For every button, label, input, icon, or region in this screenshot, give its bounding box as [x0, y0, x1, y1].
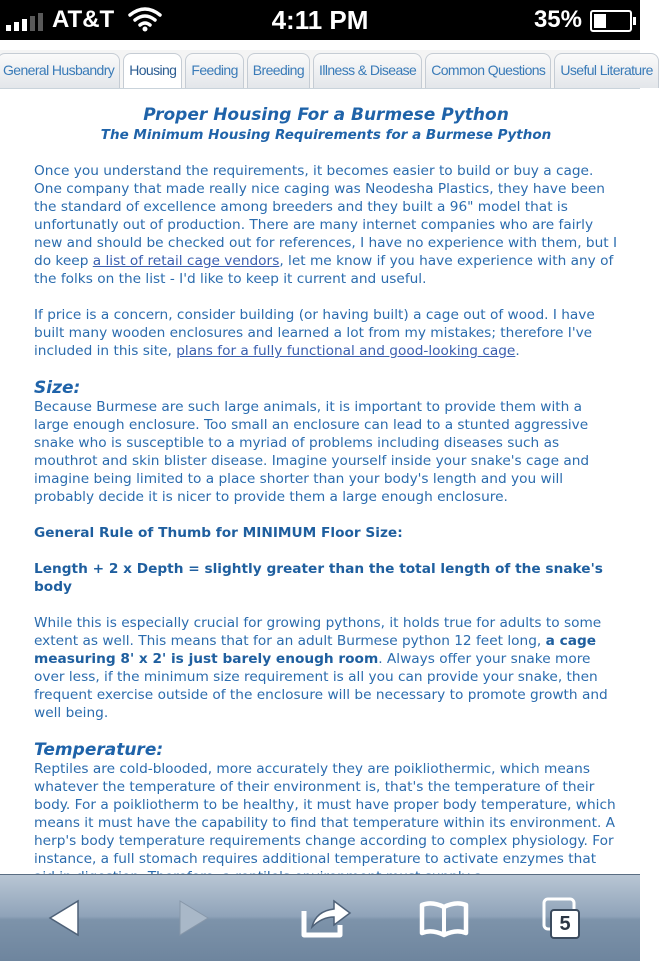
browser-toolbar: [0, 874, 640, 961]
intro1-text-a: Once you understand the requirements, it becomes easier to build or buy a cage. One company that made really nice caging was Neodesha Plastics, they have been the standard of excellence among breeders and they built a 96" model that is unfortunatly out of production. There are many internet companies who are fairly new and should be checked out for references, I have no experience with them, but I do keep: [34, 163, 618, 269]
carrier-label: AT&T: [52, 6, 115, 33]
tab-useful-literature[interactable]: Useful Literature: [554, 53, 659, 88]
rule-formula: Length + 2 x Depth = slightly greater than the total length of the snake's body: [34, 561, 603, 595]
back-arrow-icon: [36, 889, 96, 947]
battery-nub: [633, 17, 636, 25]
share-button[interactable]: [296, 889, 356, 947]
forward-button[interactable]: [164, 889, 224, 947]
battery-icon: [590, 10, 632, 32]
size-paragraph-2: [34, 614, 618, 722]
intro2-text-b: .: [515, 343, 520, 359]
size-heading: Size:: [34, 378, 81, 398]
rule-of-thumb-heading: General Rule of Thumb for MINIMUM Floor Size:: [34, 525, 403, 541]
tab-illness-disease[interactable]: Illness & Disease: [313, 53, 422, 88]
share-icon: [296, 889, 356, 947]
cage-plans-link[interactable]: plans for a fully functional and good-looking cage: [176, 343, 516, 359]
battery-percentage: 35%: [533, 6, 582, 33]
intro1-text-b: , let me know if you have experience with any of the folks on the list - I'd like to keep it current and useful.: [34, 253, 614, 287]
forward-arrow-icon: [164, 889, 224, 947]
battery-level-fill: [594, 14, 606, 28]
size2-text-a: While this is especially crucial for growing pythons, it holds true for adults to some extent as well. This means that for an adult Burmese python 12 feet long,: [34, 615, 602, 649]
size-paragraph: Because Burmese are such large animals, it is important to provide them with a large enough enclosure. Too small an enclosure can lead to a stunted aggressive snake who is susceptible to a myriad of problems including diseases such as mouthrot and skin blister disease. Imagine yourself inside your snake's cage and imagine being limited to a place shorter than your body's length and you will probably decide it is nicer to provide them a large enough enclosure.: [34, 399, 590, 505]
intro-paragraph-1: [34, 162, 618, 288]
status-bar: [0, 0, 640, 40]
tab-general-husbandry[interactable]: General Husbandry: [0, 53, 120, 88]
tab-breeding[interactable]: Breeding: [247, 53, 310, 88]
back-button[interactable]: [36, 889, 96, 947]
cage-vendors-link[interactable]: a list of retail cage vendors: [92, 253, 280, 269]
size2-bold-text: a cage measuring 8' x 2' is just barely enough room: [34, 633, 597, 667]
intro2-text-a: If price is a concern, consider building (or having built) a cage out of wood. I have built many wooden enclosures and learned a lot from my mistakes; therefore I've included in this site,: [34, 307, 595, 359]
page-content: [34, 104, 618, 904]
site-nav-tabs: [0, 50, 653, 89]
size2-text-b: . Always offer your snake more over less, if the minimum size requirement is all you can provide your snake, then frequent exercise outside of the enclosure will be necessary to promote growth and well being.: [34, 651, 608, 721]
tab-common-questions[interactable]: Common Questions: [425, 53, 551, 88]
intro-paragraph-2: [34, 306, 618, 360]
open-tabs-count: 5: [550, 909, 580, 939]
tabs-button[interactable]: [532, 889, 592, 947]
book-icon: [414, 889, 474, 947]
temperature-paragraph: Reptiles are cold-blooded, more accurately they are poikliothermic, which means whatever the temperature of their environment is, that's the temperature of their body. For a poikliotherm to be healthy, it must have proper body temperature, which means it must have the capability to find that temperature within its environment. A herp's body temperature requirements change according to complex physiology. For instance, a full stomach requires additional temperature to activate enzymes that: [34, 761, 616, 867]
page-subtitle: The Minimum Housing Requirements for a Burmese Python: [100, 127, 552, 143]
page-title: Proper Housing For a Burmese Python: [143, 105, 509, 125]
tab-housing[interactable]: Housing: [123, 53, 182, 88]
temperature-heading: Temperature:: [34, 740, 164, 760]
clock: 4:11 PM: [271, 5, 369, 35]
bookmarks-button[interactable]: [414, 889, 474, 947]
tab-feeding[interactable]: Feeding: [185, 53, 243, 88]
